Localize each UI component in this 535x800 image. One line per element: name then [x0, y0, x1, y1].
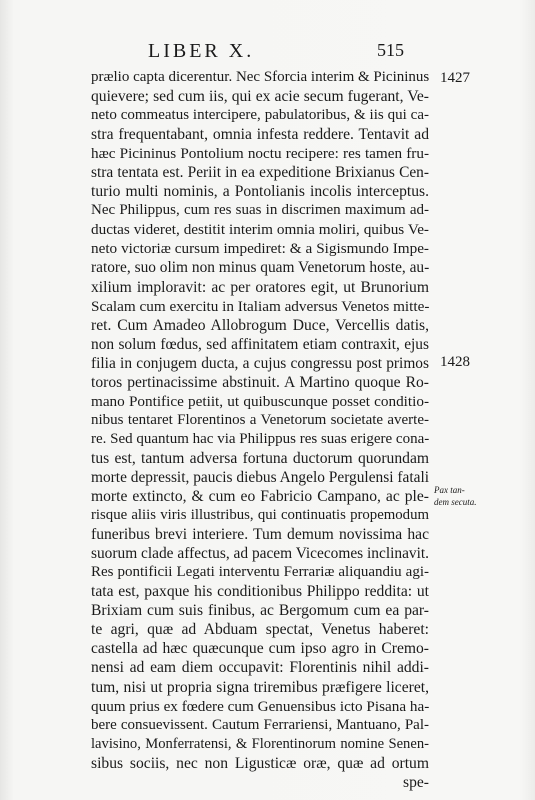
text-line: morte extincto, & cum eo Fabricio Campano, ac ple-	[91, 488, 429, 506]
margin-note	[434, 484, 514, 508]
margin-year: 1427	[440, 70, 470, 86]
text-line: castella ad hæc quæcunque cum ipso agro in Cremo-	[91, 640, 429, 658]
text-line: xilium imploravit: ac per oratores egit, ut Brunorium	[91, 278, 429, 296]
page-number: 515	[377, 40, 404, 60]
text-line: non solum fœdus, sed affinitatem etiam contraxit, ejus	[91, 335, 429, 353]
text-line: neto commeatus intercipere, pabulatoribus, & iis qui ca-	[91, 107, 429, 124]
text-line: ratore, suo olim non minus quam Venetorum hoste, au-	[91, 259, 429, 277]
text-line: Nec Philippus, cum res suas in discrimen maximum ad-	[91, 202, 429, 219]
text-line: Res pontificii Legati interventu Ferrariæ aliquandiu agi-	[91, 564, 429, 581]
catchword: spe-	[403, 773, 429, 791]
text-line: funeribus brevi interiere. Tum demum novissima hac	[91, 526, 429, 544]
text-line: sibus sociis, nec non Ligusticæ oræ, quæ ad ortum	[91, 754, 429, 772]
text-line: filia in conjugem ducta, a cujus congressu post primos	[91, 354, 429, 372]
text-line: ret. Cum Amadeo Allobrogum Duce, Vercellis datis,	[91, 316, 429, 334]
text-line: mano Pontifice petiit, ut quibuscunque posset conditio-	[91, 392, 429, 410]
text-line: prælio capta dicerentur. Nec Sforcia interim & Picininus	[91, 69, 429, 85]
margin-year: 1428	[440, 354, 470, 370]
text-line: risque aliis viris illustribus, qui continuatis propemodum	[91, 507, 429, 524]
text-line: hæc Picininus Pontolium noctu recipere: res tamen fru-	[91, 145, 429, 163]
text-line: lavisino, Monferratensi, & Florentinorum nomine Senen-	[91, 735, 429, 752]
text-line: nibus tentaret Florentinos a Venetorum societate averte-	[91, 411, 429, 428]
margin-note-line: Pax tan-	[434, 485, 465, 495]
text-line: tus est, tantum adversa fortuna ductorum quorundam	[91, 449, 429, 467]
text-line: nensi ad eam diem occupavit: Florentinis nihil addi-	[91, 659, 429, 677]
margin-note-line: dem secuta.	[434, 497, 477, 507]
text-line: te agri, quæ ad Abduam spectat, Venetus haberet:	[91, 621, 429, 639]
text-line: tum, nisi ut propria signa triremibus præfigere liceret,	[91, 678, 429, 696]
text-line: neto victoriæ cursum impediret: & a Sigismundo Impe-	[91, 240, 429, 258]
text-line: Scalam cum exercitu in Italiam adversus Venetos mitte-	[91, 297, 429, 315]
text-line: ductas videret, destitit interim omnia moliri, quibus Ve-	[91, 221, 429, 239]
text-line: quum prius ex fœdere cum Genuensibus icto Pisana ha-	[91, 697, 429, 715]
text-line: turio multi nominis, a Pontolianis incolis interceptus.	[91, 183, 429, 201]
text-line: tata est, paxque his conditionibus Philippo reddita: ut	[91, 583, 429, 601]
text-line: suorum clade affectus, ad pacem Vicecomes inclinavit.	[91, 545, 429, 563]
running-head: LIBER X.	[148, 40, 255, 62]
page-header	[90, 40, 535, 66]
text-line: bere consuevissent. Cautum Ferrariensi, Mantuano, Pal-	[91, 716, 429, 733]
text-line: Brixiam cum suis finibus, ac Bergomum cum ea par-	[91, 602, 429, 620]
body-text	[91, 68, 429, 792]
text-line: quievere; sed cum iis, qui ex acie secum fugerant, Ve-	[91, 88, 429, 106]
text-line: re. Sed quantum hac via Philippus res suas erigere cona-	[91, 430, 429, 447]
text-line: toros pertinacissime abstinuit. A Martino quoque Ro-	[91, 373, 429, 391]
text-line: morte depressit, paucis diebus Angelo Pergulensi fatali	[91, 468, 429, 486]
text-line: stra tentata est. Periit in ea expeditione Brixianus Cen-	[91, 164, 429, 182]
text-line: stra frequentabant, omnia infesta reddere. Tentavit ad	[91, 126, 429, 144]
